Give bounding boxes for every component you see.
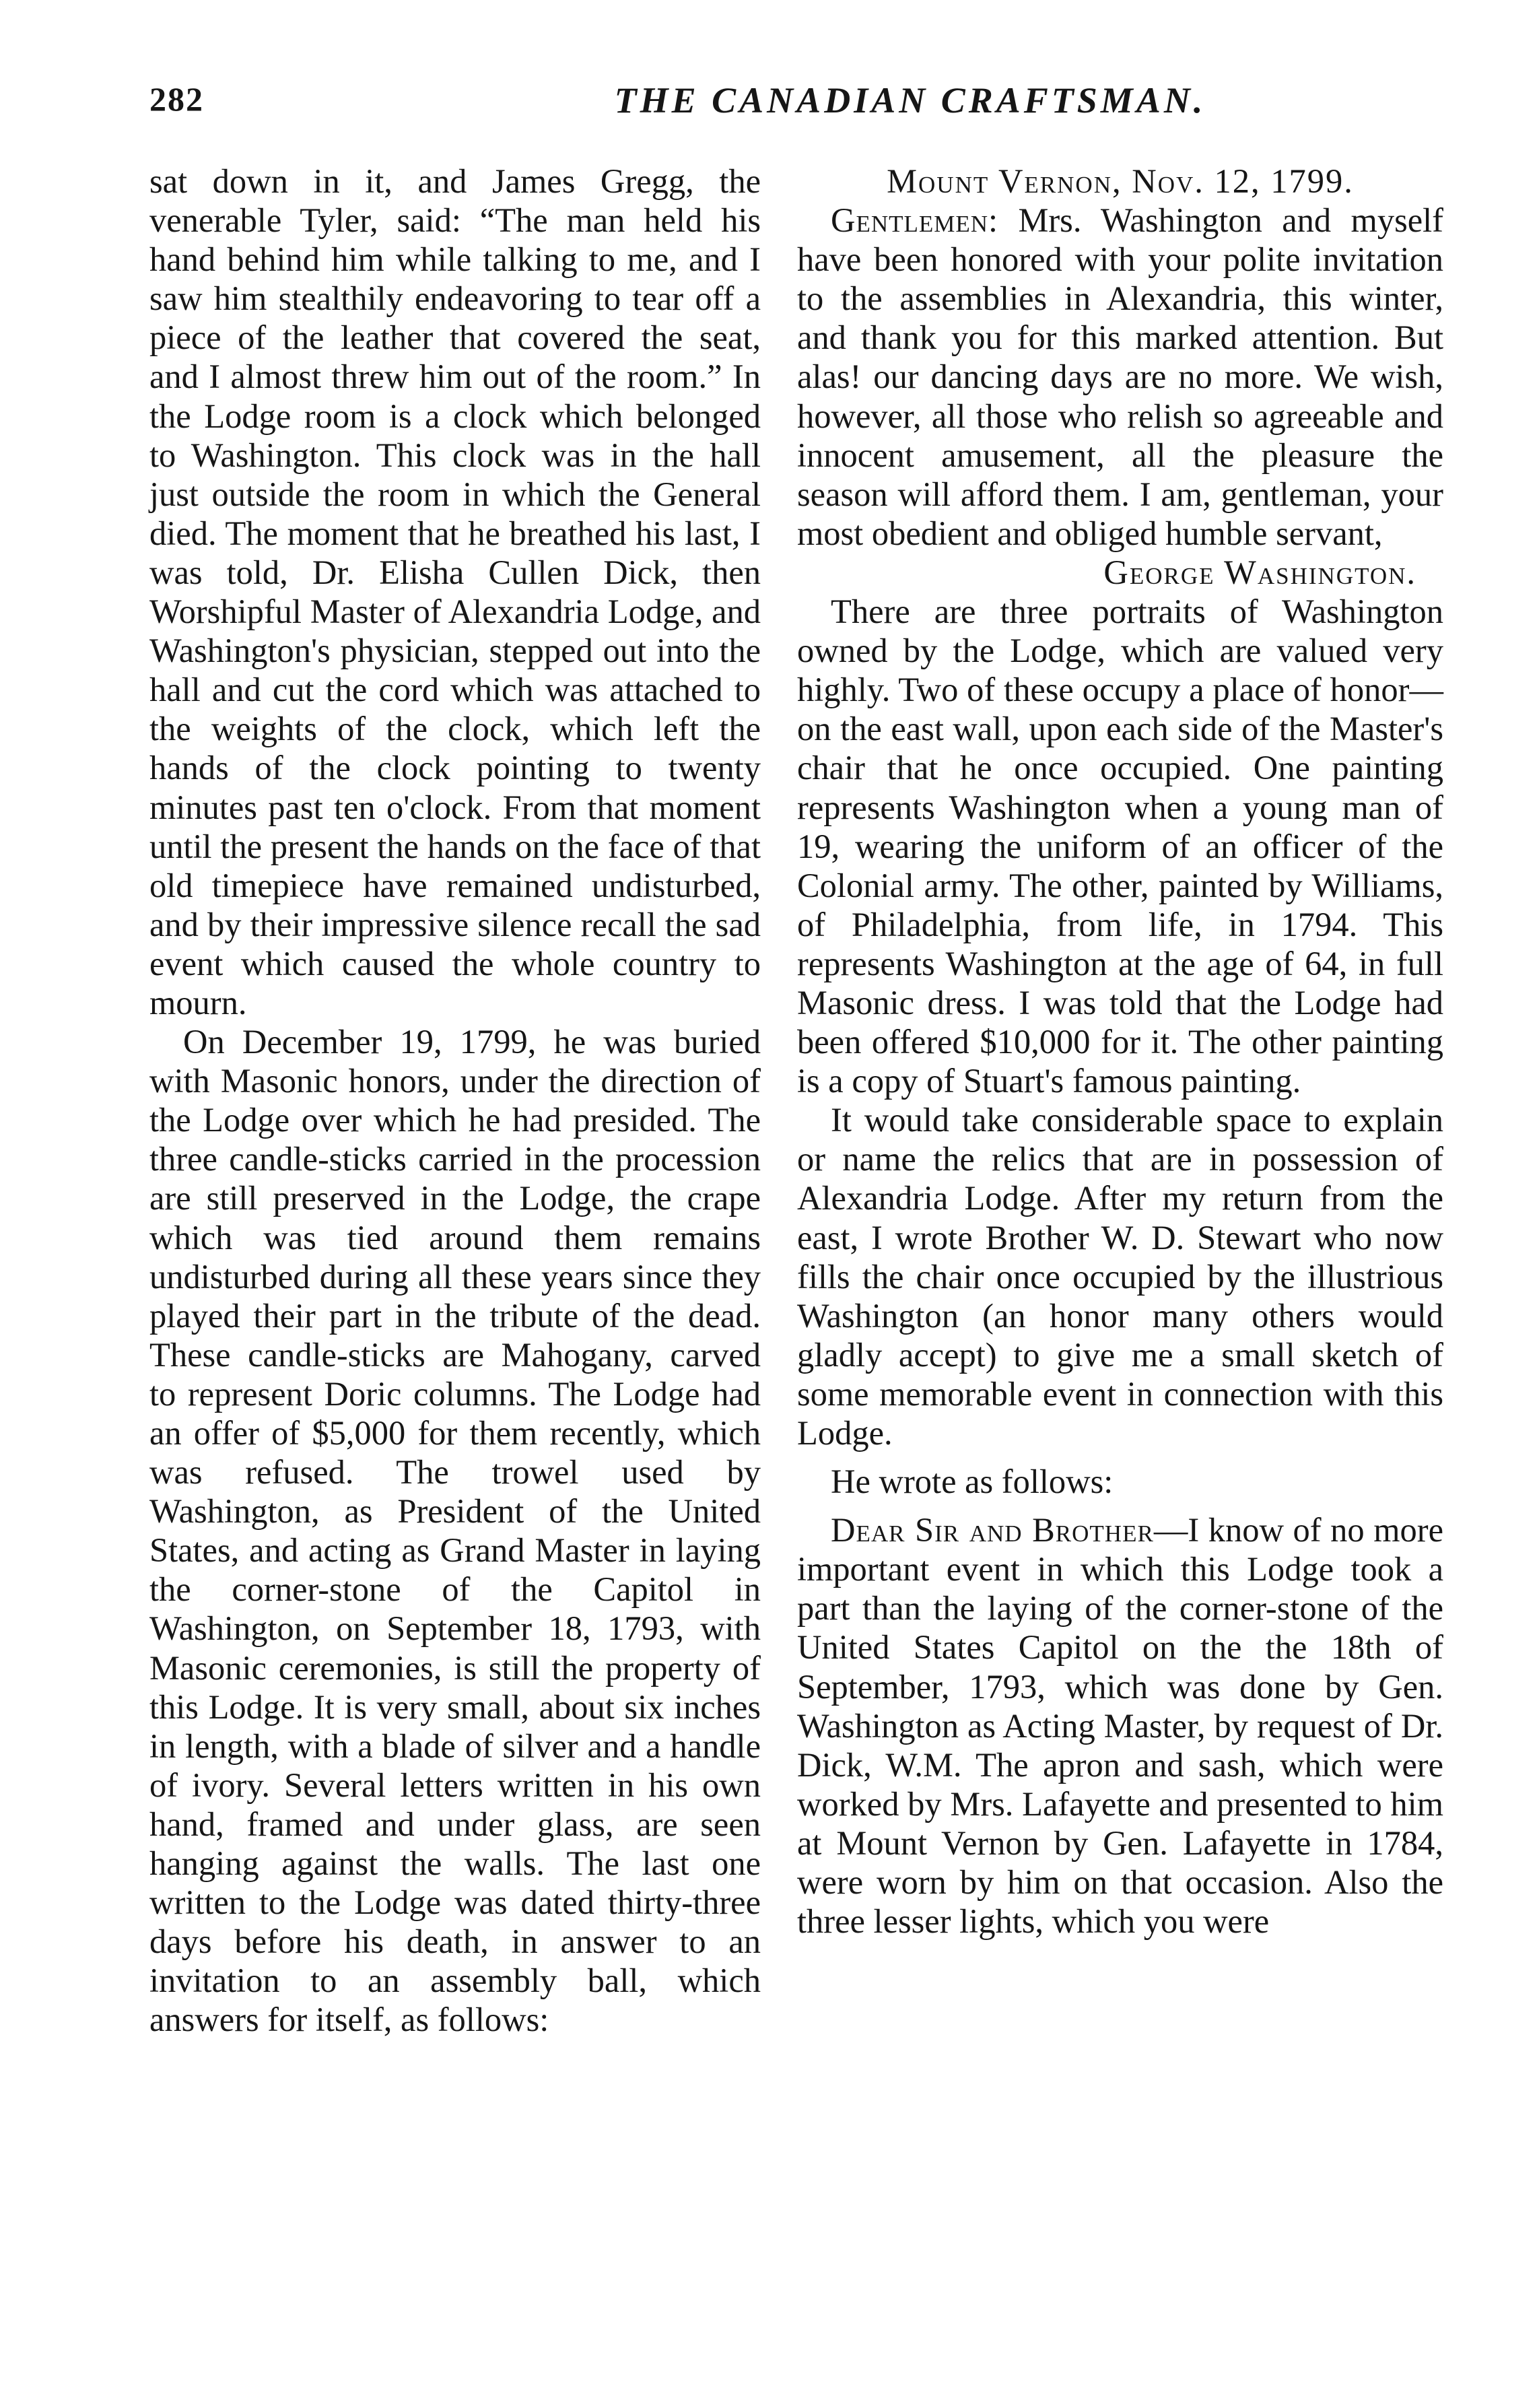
letter-dateline: Mount Vernon, Nov. 12, 1799.	[887, 162, 1354, 200]
letter-salutation: Gentlemen:	[831, 201, 999, 240]
left-column	[149, 162, 761, 2040]
stewart-letter-text: —I know of no more important event in which this Lodge took a part than the laying of the corner-stone of the United States Capitol on the the 18th of September, 1793, which was done by Gen. Washington as Acting Master, by request of Dr. Dick, W.M. The apron and sash, which were worked by Mrs. Lafayette and presented to him at Mount Vernon by Gen. Lafayette in 1784, were worn by him on that occasion. Also the three lesser lights, which you were	[797, 1511, 1443, 1941]
letter-body	[797, 201, 1443, 553]
page-header	[149, 79, 1469, 140]
paragraph-relics: It would take considerable space to explain or name the relics that are in possession of Alexandria Lodge. After my return from the east, I wrote Brother W. D. Stewart who now fills the chair once occupied by the illustrious Washington (an honor many others would gladly accept) to give me a small sketch of some memorable event in connection with this Lodge.	[797, 1101, 1443, 1452]
paragraph-clock: sat down in it, and James Gregg, the venerable Tyler, said: “The man held his hand behind him while talking to me, and I saw him stealthily endeavoring to tear off a piece of the leather that covered the seat, and I almost threw him out of the room.” In the Lodge room is a clock which belonged to Washington. This clock was in the hall just outside the room in which the General died. The moment that he breathed his last, I was told, Dr. Elisha Cullen Dick, then Worshipful Master of Alexandria Lodge, and Washington's physician, stepped out into the hall and cut the cord which was attached to the weights of the clock, which left the hands of the clock pointing to twenty minutes past ten o'clock. From that moment until the present the hands on the face of that old timepiece have remained undisturbed, and by their impressive silence recall the sad event which caused the whole country to mourn.	[149, 162, 761, 1022]
paragraph-stewart-letter	[797, 1510, 1443, 1941]
running-title: THE CANADIAN CRAFTSMAN.	[614, 80, 1206, 121]
letter-signature: George Washington.	[1103, 553, 1416, 591]
paragraph-wrote: He wrote as follows:	[831, 1463, 1114, 1501]
page-number: 282	[149, 80, 204, 118]
right-column	[797, 162, 1443, 1941]
paragraph-portraits: There are three portraits of Washington owned by the Lodge, which are valued very highly. Two of these occupy a place of honor—on the east wall, upon each side of the Master's chair that he once occupied. One painting represents Washington when a young man of 19, wearing the uniform of an officer of the Colonial army. The other, painted by Williams, of Philadelphia, from life, in 1794. This represents Washington at the age of 64, in full Masonic dress. I was told that the Lodge had been offered $10,000 for it. The other painting is a copy of Stuart's famous painting.	[797, 593, 1443, 1100]
stewart-salutation: Dear Sir and Brother	[831, 1511, 1154, 1549]
paragraph-burial: On December 19, 1799, he was buried with Masonic honors, under the direction of the Lodge over which he had presided. The three candle-sticks carried in the procession are still preserved in the Lodge, the crape which was tied around them remains undisturbed during all these years since they played their part in the tribute of the dead. These candle-sticks are Mahogany, carved to represent Doric columns. The Lodge had an offer of $5,000 for them recently, which was refused. The trowel used by Washington, as President of the United States, and acting as Grand Master in laying the corner-stone of the Capitol in Washington, on September 18, 1793, with Masonic ceremonies, is still the property of this Lodge. It is very small, about six inches in length, with a blade of silver and a handle of ivory. Several letters written in his own hand, framed and under glass, are seen hanging against the walls. The last one written to the Lodge was dated thirty-three days before his death, in answer to an invitation to an assembly ball, which answers for itself, as follows:	[149, 1023, 761, 2039]
letter-text: Mrs. Washington and myself have been honored with your polite invitation to the assemblies in Alexandria, this winter, and thank you for this marked attention. But alas! our dancing days are no more. We wish, however, all those who relish so agreeable and innocent amusement, all the pleasure the season will afford them. I am, gentleman, your most obedient and obliged humble servant,	[797, 201, 1443, 552]
